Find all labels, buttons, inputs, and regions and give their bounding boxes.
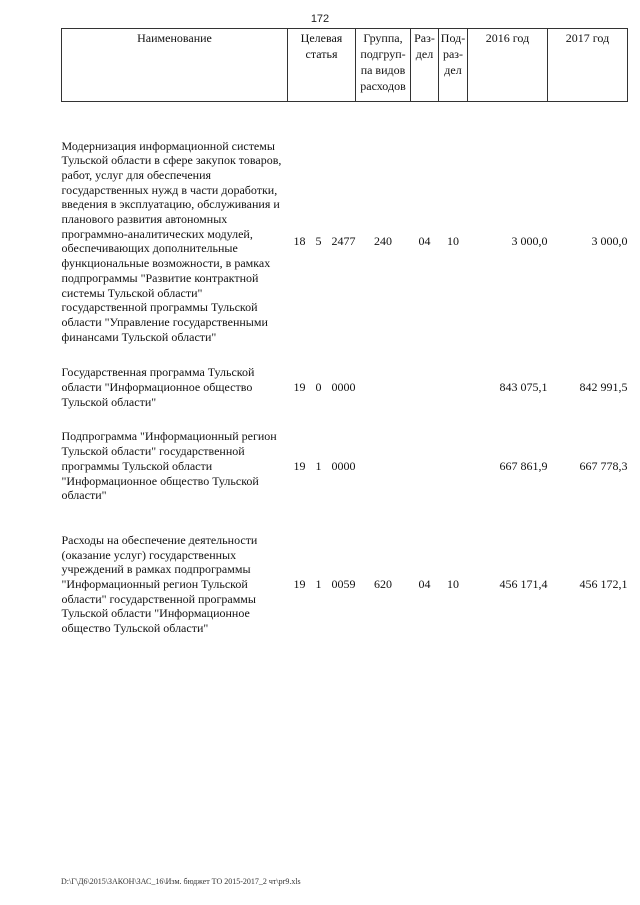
table-spacer <box>62 344 628 365</box>
table-spacer <box>62 503 628 533</box>
table-spacer <box>62 409 628 429</box>
row-target-article <box>288 429 356 503</box>
row-value-2016: 843 075,1 <box>499 380 548 395</box>
row-subsection <box>439 429 468 503</box>
header-target-line-2: статья <box>305 47 338 61</box>
row-target-article <box>288 139 356 345</box>
target-program-code: 19 <box>293 380 306 395</box>
row-section: 04 <box>418 234 431 249</box>
table-row <box>62 533 628 636</box>
row-subsection: 10 <box>447 234 459 249</box>
target-direction-code: 0000 <box>331 458 356 473</box>
row-name: Модернизация информационной системы Тульской области в сфере закупок товаров, работ, услуг для обеспечения государственных нужд в части доработки, введения в эксплуатацию, обслуживания и планового развития автономных программно-аналитических модулей, обеспечивающих дополнительные функциональные возможности, в рамках подпрограммы "Развитие контрактной системы Тульской области" государственной программы Тульской области "Управление государственными финансами Тульской области" <box>61 138 282 344</box>
header-section-line-1: Раз- <box>414 31 435 45</box>
header-year-2016: 2016 год <box>468 29 548 102</box>
row-section <box>411 365 439 409</box>
row-section <box>411 429 439 503</box>
target-program-code: 19 <box>293 458 306 473</box>
target-subprogram-code: 0 <box>315 380 322 395</box>
target-program-code: 18 <box>293 234 306 249</box>
page-number: 172 <box>310 13 330 25</box>
target-direction-code: 0000 <box>331 380 356 395</box>
row-value-2016: 3 000,0 <box>511 234 548 249</box>
file-path-footer: D:\Г\Д6\2015\ЗАКОН\ЗАС_16\Изм. бюджет ТО 2015-2017_2 чт\pr9.xls <box>61 877 301 886</box>
table-spacer <box>62 102 628 139</box>
row-value-2016: 667 861,9 <box>499 458 548 473</box>
header-subsection-line-1: Под- <box>440 31 466 45</box>
target-subprogram-code: 1 <box>315 577 322 592</box>
target-program-code: 19 <box>293 577 306 592</box>
header-subsection <box>439 29 468 102</box>
row-value-2016: 456 171,4 <box>499 577 548 592</box>
row-name: Расходы на обеспечение деятельности (оказание услуг) государственных учреждений в рамках подпрограммы "Информационный регион Тульской области" государственной программы Тульской области "Информационное общество Тульской области" <box>61 532 258 636</box>
target-direction-code: 0059 <box>331 577 356 592</box>
row-group: 620 <box>374 577 392 592</box>
row-group: 240 <box>374 234 392 249</box>
target-subprogram-code: 1 <box>315 458 322 473</box>
row-subsection <box>439 365 468 409</box>
table-row <box>62 365 628 409</box>
header-name: Наименование <box>62 29 288 102</box>
header-subsection-line-3: дел <box>444 63 462 77</box>
header-subsection-line-2: раз- <box>442 47 464 61</box>
table-header-row <box>62 29 628 102</box>
target-direction-code: 2477 <box>331 234 356 249</box>
row-value-2017: 667 778,3 <box>579 458 628 473</box>
row-group <box>356 365 411 409</box>
header-year-2017: 2017 год <box>548 29 628 102</box>
row-name: Подпрограмма "Информационный регион Тульской области" государственной программы Тульской области "Информационное общество Тульской области" <box>61 429 277 503</box>
row-section: 04 <box>418 577 431 592</box>
row-target-article <box>288 533 356 636</box>
header-section <box>411 29 439 102</box>
row-value-2017: 842 991,5 <box>579 380 628 395</box>
row-subsection: 10 <box>447 577 459 592</box>
row-target-article <box>288 365 356 409</box>
header-group-line-2: подгруп- <box>360 47 406 61</box>
table-row <box>62 429 628 503</box>
budget-table <box>61 28 628 636</box>
row-value-2017: 3 000,0 <box>591 234 628 249</box>
table-row <box>62 139 628 345</box>
header-group-line-1: Группа, <box>363 31 403 45</box>
header-section-line-2: дел <box>415 47 434 61</box>
header-group-line-3: па видов <box>360 63 406 77</box>
row-value-2017: 456 172,1 <box>579 577 628 592</box>
header-target-article <box>288 29 356 102</box>
target-subprogram-code: 5 <box>315 234 322 249</box>
header-target-line-1: Целевая <box>300 31 343 45</box>
row-name: Государственная программа Тульской области "Информационное общество Тульской области" <box>61 365 255 409</box>
row-group <box>356 429 411 503</box>
header-group-line-4: расходов <box>360 79 406 93</box>
header-expense-group <box>356 29 411 102</box>
